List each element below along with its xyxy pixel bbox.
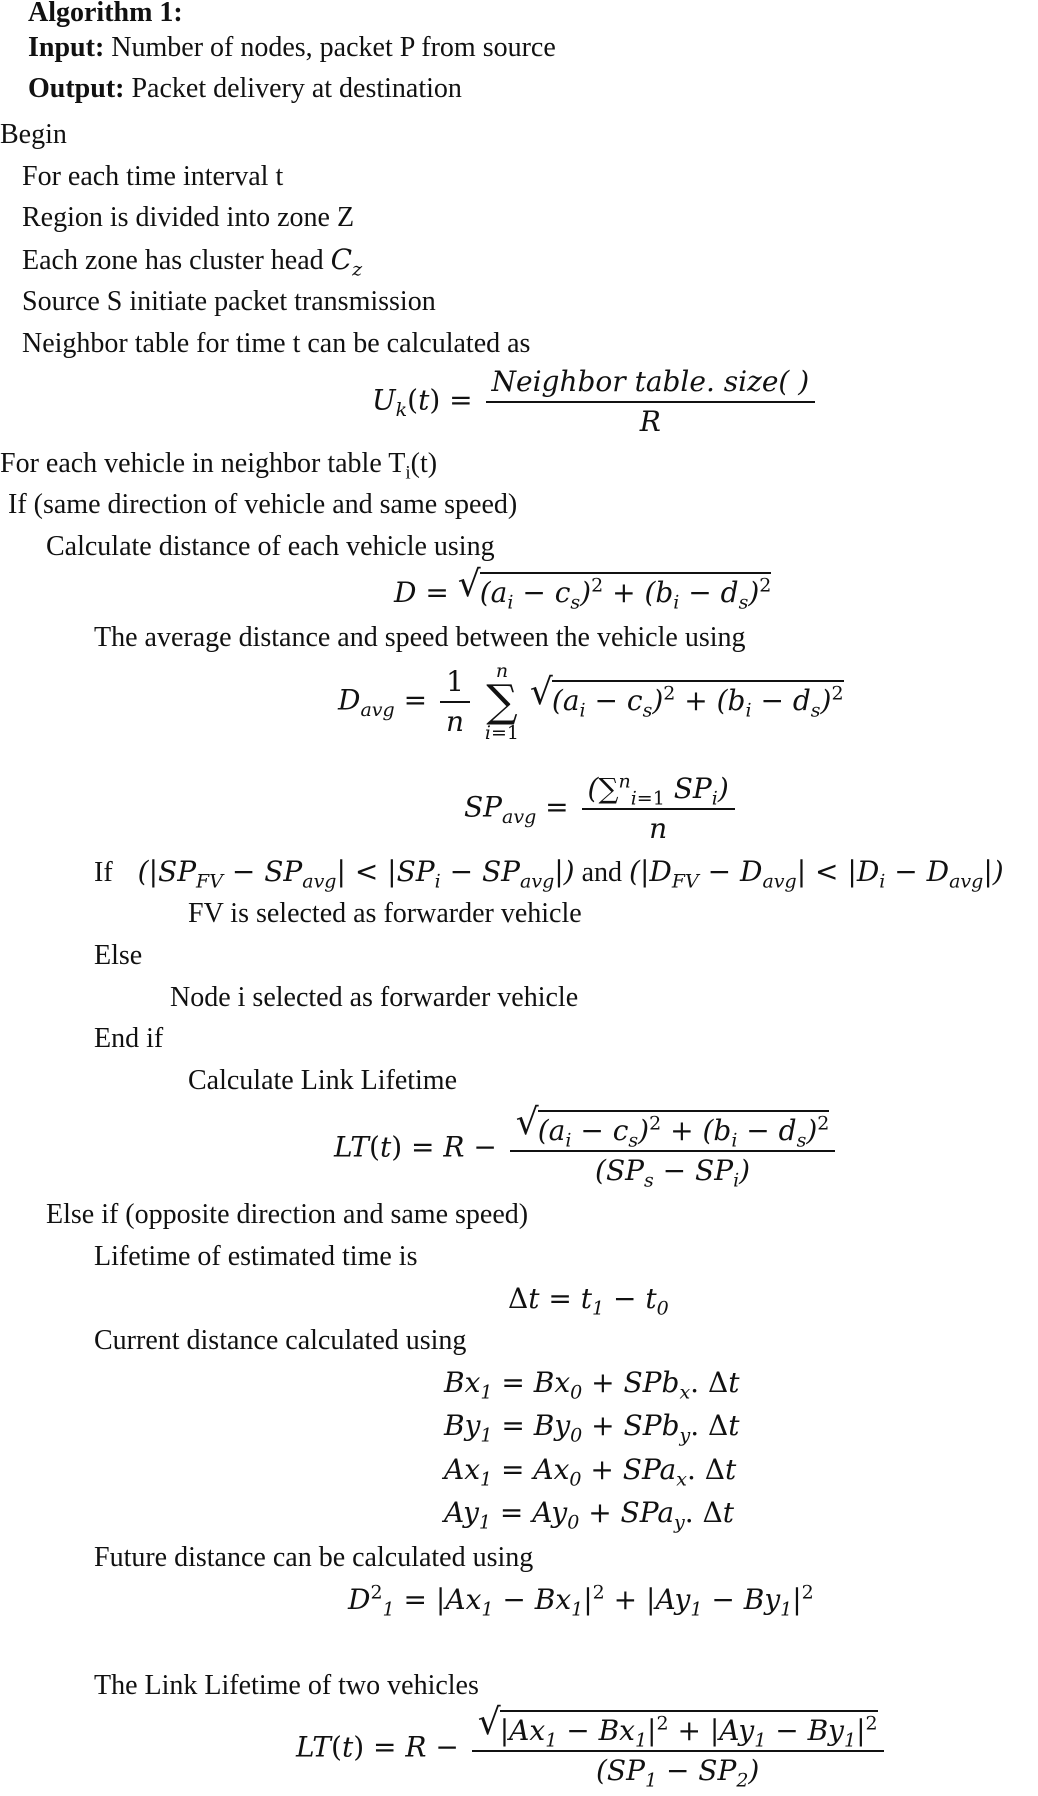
else-if-opposite-line: Else if (opposite direction and same speed): [46, 1199, 529, 1230]
equation-bx1: $Bx_1 = Bx_0 + SPb_x$. Δt: [444, 1366, 740, 1404]
current-distance-line: Current distance calculated using: [94, 1325, 467, 1356]
input-label: Input:: [28, 32, 105, 63]
link-lifetime-fraction: √ $\frac{(a_i - c_s)^2 + (b_i - d_s)^2}{(SP_s - SP_i)}$: [510, 1110, 836, 1188]
equation-by1: $By_1 = By_0 + SPb_y$. Δt: [444, 1409, 740, 1447]
equation-delta-t: $\Delta t = t_1 - t_0$: [508, 1282, 669, 1320]
link-lifetime-two-line: The Link Lifetime of two vehicles: [94, 1670, 479, 1701]
utilization-fraction: [486, 365, 816, 439]
for-each-vehicle-text: For each vehicle in neighbor table T: [0, 448, 406, 479]
fv-selected-line: FV is selected as forwarder vehicle: [188, 898, 582, 929]
calc-distance-line: Calculate distance of each vehicle using: [46, 531, 495, 562]
for-each-vehicle-line: For each vehicle in neighbor table $T_i(t)$: [0, 448, 438, 484]
output-label: Output:: [28, 73, 125, 104]
input-line: [28, 31, 556, 65]
equation-ax1: $Ax_1 = Ax_0 + SPa_x$. Δt: [444, 1453, 737, 1491]
equation-ay1: $Ay_1 = Ay_0 + SPa_y$. Δt: [444, 1496, 735, 1534]
calc-link-line: Calculate Link Lifetime: [188, 1065, 458, 1096]
input-text: Number of nodes, packet P from source: [111, 32, 556, 63]
utilization-numerator: Neighbor table. size( ): [486, 365, 816, 403]
begin-line: Begin: [0, 119, 67, 150]
source-initiate-line: Source S initiate packet transmission: [22, 286, 436, 317]
if-same-line: If (same direction of vehicle and same speed): [8, 489, 518, 520]
and-label: and: [581, 857, 623, 888]
avg-distance-line: The average distance and speed between the vehicle using: [94, 622, 746, 653]
equation-future-distance: $D^2_1 = |Ax_1 - Bx_1|^2 + |Ay_1 - By_1|^2$: [348, 1581, 814, 1621]
link-lifetime-two-fraction: √ $\frac{|Ax_1 - Bx_1|^2 + |Ay_1 - By_1|^2}{(SP_1 - SP_2)}$: [472, 1710, 884, 1788]
for-each-interval-line: For each time interval t: [22, 161, 284, 192]
equation-distance: D = √ $(a_i - c_s)^2 + (b_i - d_s)^2$: [394, 572, 771, 610]
equation-utilization: $U_k(t)$ = $\frac{\text{Neighbor table. size( )}}{R}$: [372, 365, 819, 439]
one-over-n: $\frac{1}{n}$: [440, 665, 470, 739]
output-line: [28, 72, 462, 106]
output-text: Packet delivery at destination: [131, 73, 462, 104]
cluster-head-symbol: $C_z$: [330, 243, 363, 281]
equation-link-lifetime-same: LT(t) = R − √ $\frac{(a_i - c_s)^2 + (b_i - d_s)^2}{(SP_s - SP_i)}$: [334, 1110, 839, 1188]
region-divided-line: Region is divided into zone Z: [22, 202, 355, 233]
node-selected-line: Node i selected as forwarder vehicle: [170, 982, 579, 1013]
end-if-line: End if: [94, 1023, 164, 1054]
equation-average-speed: $SP_{avg}$ = $\frac{(\sum^n_{i=1} SP_i)}{n}$: [464, 772, 739, 846]
summation-symbol: n ∑ i=1: [484, 660, 520, 744]
cluster-head-text: Each zone has cluster head: [22, 245, 324, 276]
equation-link-lifetime-opposite: LT(t) = R − √ $\frac{|Ax_1 - Bx_1|^2 + |Ay_1 - By_1|^2}{(SP_1 - SP_2)}$: [296, 1710, 888, 1788]
lifetime-estimated-line: Lifetime of estimated time is: [94, 1241, 418, 1272]
neighbor-table-line: Neighbor table for time t can be calculated as: [22, 328, 531, 359]
else-line: Else: [94, 940, 143, 971]
if-condition-line: If $(|SP_{FV} - SP_{avg}| < |SP_i - SP_{avg}|)$ and $(|D_{FV} - D_{avg}| < |D_i - D_{avg}|)$: [94, 855, 1004, 893]
if-label: If: [94, 857, 113, 888]
cluster-head-line: [22, 243, 363, 281]
speed-fraction: $\frac{(\sum^n_{i=1} SP_i)}{n}$: [582, 772, 735, 846]
equation-average-distance: $D_{avg}$ = $\frac{1}{n}$ n ∑ i=1 √ $(a_i - c_s)^2 + (b_i - d_s)^2$: [338, 660, 844, 744]
algorithm-title: Algorithm 1:: [28, 0, 183, 28]
future-distance-line: Future distance can be calculated using: [94, 1542, 534, 1573]
utilization-denominator: R: [639, 405, 661, 438]
